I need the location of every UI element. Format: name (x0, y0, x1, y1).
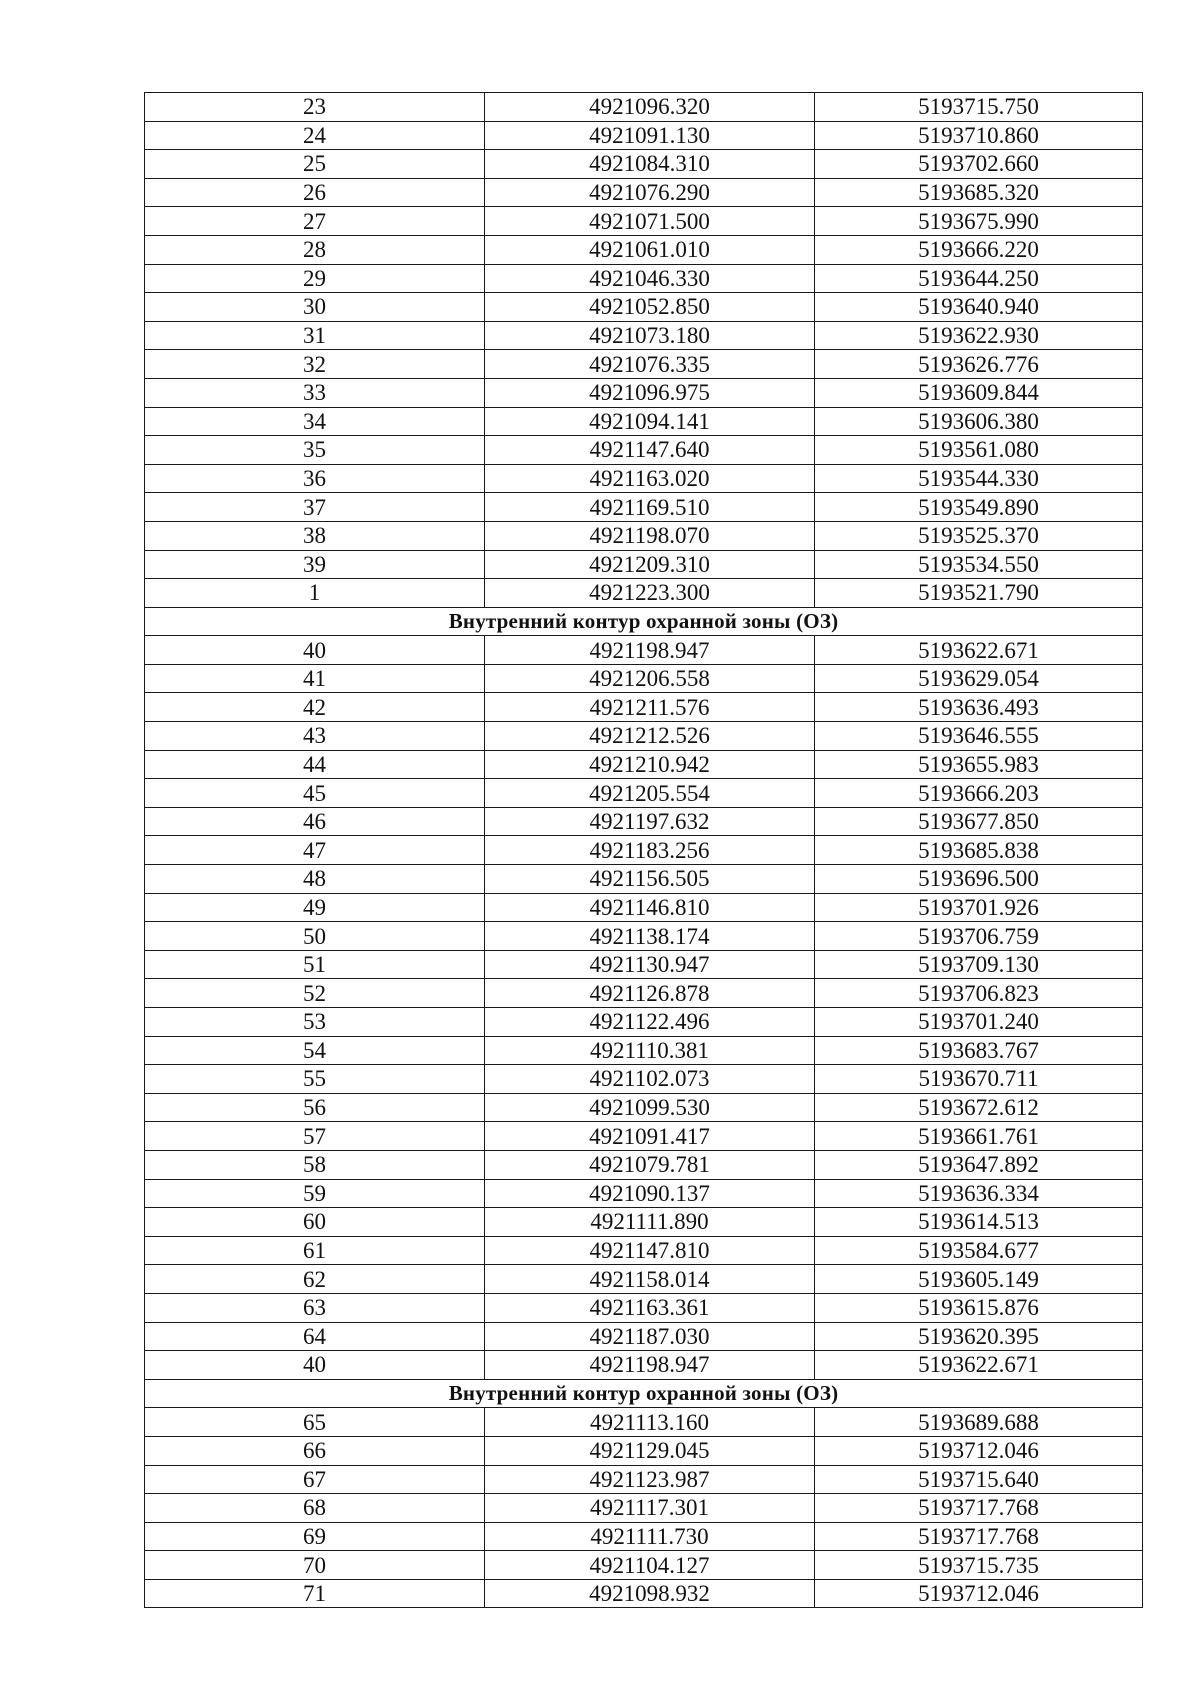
x-coordinate-cell: 4921073.180 (485, 321, 815, 350)
coordinates-table (144, 92, 1143, 1608)
table-row (145, 1408, 1143, 1437)
y-coordinate-cell: 5193715.750 (815, 93, 1143, 122)
point-number-cell: 59 (145, 1179, 485, 1208)
point-number-cell: 51 (145, 950, 485, 979)
table-row (145, 836, 1143, 865)
x-coordinate-cell: 4921147.640 (485, 436, 815, 465)
table-row (145, 922, 1143, 951)
table-row (145, 178, 1143, 207)
section-title: Внутренний контур охранной зоны (ОЗ) (145, 1379, 1143, 1408)
x-coordinate-cell: 4921111.890 (485, 1208, 815, 1237)
x-coordinate-cell: 4921091.130 (485, 121, 815, 150)
x-coordinate-cell: 4921156.505 (485, 865, 815, 894)
table-row (145, 407, 1143, 436)
y-coordinate-cell: 5193701.926 (815, 893, 1143, 922)
y-coordinate-cell: 5193661.761 (815, 1122, 1143, 1151)
table-row (145, 1122, 1143, 1151)
x-coordinate-cell: 4921130.947 (485, 950, 815, 979)
x-coordinate-cell: 4921123.987 (485, 1465, 815, 1494)
y-coordinate-cell: 5193561.080 (815, 436, 1143, 465)
point-number-cell: 38 (145, 521, 485, 550)
point-number-cell: 54 (145, 1036, 485, 1065)
table-row (145, 93, 1143, 122)
table-row (145, 436, 1143, 465)
x-coordinate-cell: 4921117.301 (485, 1494, 815, 1523)
x-coordinate-cell: 4921052.850 (485, 293, 815, 322)
point-number-cell: 50 (145, 922, 485, 951)
y-coordinate-cell: 5193606.380 (815, 407, 1143, 436)
table-row (145, 779, 1143, 808)
point-number-cell: 25 (145, 150, 485, 179)
table-row (145, 1351, 1143, 1380)
x-coordinate-cell: 4921071.500 (485, 207, 815, 236)
x-coordinate-cell: 4921183.256 (485, 836, 815, 865)
table-row (145, 807, 1143, 836)
point-number-cell: 55 (145, 1065, 485, 1094)
y-coordinate-cell: 5193706.823 (815, 979, 1143, 1008)
table-row (145, 1265, 1143, 1294)
x-coordinate-cell: 4921096.320 (485, 93, 815, 122)
y-coordinate-cell: 5193521.790 (815, 579, 1143, 608)
table-row (145, 579, 1143, 608)
table-row (145, 493, 1143, 522)
point-number-cell: 71 (145, 1579, 485, 1608)
table-row (145, 1150, 1143, 1179)
x-coordinate-cell: 4921096.975 (485, 378, 815, 407)
x-coordinate-cell: 4921084.310 (485, 150, 815, 179)
point-number-cell: 26 (145, 178, 485, 207)
y-coordinate-cell: 5193640.940 (815, 293, 1143, 322)
x-coordinate-cell: 4921169.510 (485, 493, 815, 522)
point-number-cell: 41 (145, 664, 485, 693)
x-coordinate-cell: 4921090.137 (485, 1179, 815, 1208)
y-coordinate-cell: 5193615.876 (815, 1293, 1143, 1322)
x-coordinate-cell: 4921046.330 (485, 264, 815, 293)
table-row (145, 1579, 1143, 1608)
point-number-cell: 52 (145, 979, 485, 1008)
point-number-cell: 30 (145, 293, 485, 322)
y-coordinate-cell: 5193685.320 (815, 178, 1143, 207)
y-coordinate-cell: 5193644.250 (815, 264, 1143, 293)
x-coordinate-cell: 4921197.632 (485, 807, 815, 836)
point-number-cell: 36 (145, 464, 485, 493)
point-number-cell: 69 (145, 1522, 485, 1551)
point-number-cell: 40 (145, 1351, 485, 1380)
table-row (145, 378, 1143, 407)
x-coordinate-cell: 4921205.554 (485, 779, 815, 808)
x-coordinate-cell: 4921211.576 (485, 693, 815, 722)
point-number-cell: 61 (145, 1236, 485, 1265)
table-row (145, 1179, 1143, 1208)
table-row (145, 1436, 1143, 1465)
x-coordinate-cell: 4921210.942 (485, 750, 815, 779)
x-coordinate-cell: 4921094.141 (485, 407, 815, 436)
x-coordinate-cell: 4921209.310 (485, 550, 815, 579)
y-coordinate-cell: 5193666.203 (815, 779, 1143, 808)
table-row (145, 350, 1143, 379)
point-number-cell: 63 (145, 1293, 485, 1322)
y-coordinate-cell: 5193629.054 (815, 664, 1143, 693)
table-row (145, 893, 1143, 922)
table-row (145, 321, 1143, 350)
table-row (145, 550, 1143, 579)
y-coordinate-cell: 5193584.677 (815, 1236, 1143, 1265)
table-row (145, 521, 1143, 550)
x-coordinate-cell: 4921223.300 (485, 579, 815, 608)
y-coordinate-cell: 5193622.671 (815, 1351, 1143, 1380)
point-number-cell: 48 (145, 865, 485, 894)
table-row (145, 264, 1143, 293)
point-number-cell: 37 (145, 493, 485, 522)
y-coordinate-cell: 5193685.838 (815, 836, 1143, 865)
y-coordinate-cell: 5193636.493 (815, 693, 1143, 722)
x-coordinate-cell: 4921091.417 (485, 1122, 815, 1151)
section-heading-row (145, 1379, 1143, 1408)
y-coordinate-cell: 5193710.860 (815, 121, 1143, 150)
x-coordinate-cell: 4921146.810 (485, 893, 815, 922)
point-number-cell: 32 (145, 350, 485, 379)
y-coordinate-cell: 5193609.844 (815, 378, 1143, 407)
y-coordinate-cell: 5193655.983 (815, 750, 1143, 779)
y-coordinate-cell: 5193715.640 (815, 1465, 1143, 1494)
y-coordinate-cell: 5193702.660 (815, 150, 1143, 179)
y-coordinate-cell: 5193701.240 (815, 1008, 1143, 1037)
x-coordinate-cell: 4921212.526 (485, 722, 815, 751)
y-coordinate-cell: 5193544.330 (815, 464, 1143, 493)
y-coordinate-cell: 5193626.776 (815, 350, 1143, 379)
y-coordinate-cell: 5193666.220 (815, 235, 1143, 264)
y-coordinate-cell: 5193670.711 (815, 1065, 1143, 1094)
x-coordinate-cell: 4921076.290 (485, 178, 815, 207)
point-number-cell: 35 (145, 436, 485, 465)
point-number-cell: 70 (145, 1551, 485, 1580)
x-coordinate-cell: 4921102.073 (485, 1065, 815, 1094)
x-coordinate-cell: 4921198.947 (485, 1351, 815, 1380)
point-number-cell: 44 (145, 750, 485, 779)
x-coordinate-cell: 4921104.127 (485, 1551, 815, 1580)
x-coordinate-cell: 4921122.496 (485, 1008, 815, 1037)
point-number-cell: 60 (145, 1208, 485, 1237)
x-coordinate-cell: 4921198.947 (485, 636, 815, 665)
x-coordinate-cell: 4921079.781 (485, 1150, 815, 1179)
table-row (145, 1065, 1143, 1094)
point-number-cell: 42 (145, 693, 485, 722)
point-number-cell: 45 (145, 779, 485, 808)
point-number-cell: 29 (145, 264, 485, 293)
table-row (145, 235, 1143, 264)
point-number-cell: 31 (145, 321, 485, 350)
point-number-cell: 1 (145, 579, 485, 608)
x-coordinate-cell: 4921158.014 (485, 1265, 815, 1294)
point-number-cell: 34 (145, 407, 485, 436)
y-coordinate-cell: 5193689.688 (815, 1408, 1143, 1437)
point-number-cell: 39 (145, 550, 485, 579)
point-number-cell: 28 (145, 235, 485, 264)
point-number-cell: 58 (145, 1150, 485, 1179)
table-row (145, 121, 1143, 150)
point-number-cell: 27 (145, 207, 485, 236)
y-coordinate-cell: 5193622.930 (815, 321, 1143, 350)
point-number-cell: 57 (145, 1122, 485, 1151)
point-number-cell: 40 (145, 636, 485, 665)
point-number-cell: 67 (145, 1465, 485, 1494)
table-row (145, 1008, 1143, 1037)
table-row (145, 1036, 1143, 1065)
table-row (145, 693, 1143, 722)
point-number-cell: 49 (145, 893, 485, 922)
x-coordinate-cell: 4921187.030 (485, 1322, 815, 1351)
point-number-cell: 62 (145, 1265, 485, 1294)
y-coordinate-cell: 5193696.500 (815, 865, 1143, 894)
coordinates-table-body (145, 93, 1143, 1608)
table-row (145, 1494, 1143, 1523)
table-row (145, 979, 1143, 1008)
x-coordinate-cell: 4921061.010 (485, 235, 815, 264)
table-row (145, 1465, 1143, 1494)
x-coordinate-cell: 4921126.878 (485, 979, 815, 1008)
y-coordinate-cell: 5193636.334 (815, 1179, 1143, 1208)
point-number-cell: 53 (145, 1008, 485, 1037)
y-coordinate-cell: 5193525.370 (815, 521, 1143, 550)
y-coordinate-cell: 5193646.555 (815, 722, 1143, 751)
table-row (145, 636, 1143, 665)
point-number-cell: 64 (145, 1322, 485, 1351)
table-row (145, 207, 1143, 236)
y-coordinate-cell: 5193677.850 (815, 807, 1143, 836)
table-row (145, 150, 1143, 179)
point-number-cell: 65 (145, 1408, 485, 1437)
table-row (145, 464, 1143, 493)
x-coordinate-cell: 4921098.932 (485, 1579, 815, 1608)
point-number-cell: 68 (145, 1494, 485, 1523)
table-row (145, 750, 1143, 779)
section-title: Внутренний контур охранной зоны (ОЗ) (145, 607, 1143, 636)
y-coordinate-cell: 5193717.768 (815, 1494, 1143, 1523)
y-coordinate-cell: 5193605.149 (815, 1265, 1143, 1294)
table-row (145, 1322, 1143, 1351)
y-coordinate-cell: 5193647.892 (815, 1150, 1143, 1179)
x-coordinate-cell: 4921111.730 (485, 1522, 815, 1551)
table-row (145, 1551, 1143, 1580)
x-coordinate-cell: 4921163.361 (485, 1293, 815, 1322)
y-coordinate-cell: 5193675.990 (815, 207, 1143, 236)
table-row (145, 1208, 1143, 1237)
table-row (145, 1093, 1143, 1122)
point-number-cell: 33 (145, 378, 485, 407)
y-coordinate-cell: 5193683.767 (815, 1036, 1143, 1065)
y-coordinate-cell: 5193622.671 (815, 636, 1143, 665)
x-coordinate-cell: 4921110.381 (485, 1036, 815, 1065)
point-number-cell: 56 (145, 1093, 485, 1122)
y-coordinate-cell: 5193549.890 (815, 493, 1143, 522)
y-coordinate-cell: 5193614.513 (815, 1208, 1143, 1237)
y-coordinate-cell: 5193712.046 (815, 1579, 1143, 1608)
x-coordinate-cell: 4921129.045 (485, 1436, 815, 1465)
point-number-cell: 66 (145, 1436, 485, 1465)
point-number-cell: 46 (145, 807, 485, 836)
y-coordinate-cell: 5193620.395 (815, 1322, 1143, 1351)
y-coordinate-cell: 5193715.735 (815, 1551, 1143, 1580)
table-row (145, 865, 1143, 894)
table-row (145, 1522, 1143, 1551)
y-coordinate-cell: 5193534.550 (815, 550, 1143, 579)
y-coordinate-cell: 5193706.759 (815, 922, 1143, 951)
y-coordinate-cell: 5193717.768 (815, 1522, 1143, 1551)
x-coordinate-cell: 4921138.174 (485, 922, 815, 951)
x-coordinate-cell: 4921099.530 (485, 1093, 815, 1122)
table-row (145, 293, 1143, 322)
table-row (145, 950, 1143, 979)
y-coordinate-cell: 5193712.046 (815, 1436, 1143, 1465)
x-coordinate-cell: 4921206.558 (485, 664, 815, 693)
point-number-cell: 23 (145, 93, 485, 122)
table-row (145, 664, 1143, 693)
x-coordinate-cell: 4921198.070 (485, 521, 815, 550)
x-coordinate-cell: 4921076.335 (485, 350, 815, 379)
point-number-cell: 43 (145, 722, 485, 751)
table-row (145, 1293, 1143, 1322)
x-coordinate-cell: 4921113.160 (485, 1408, 815, 1437)
y-coordinate-cell: 5193709.130 (815, 950, 1143, 979)
point-number-cell: 47 (145, 836, 485, 865)
table-row (145, 722, 1143, 751)
y-coordinate-cell: 5193672.612 (815, 1093, 1143, 1122)
section-heading-row (145, 607, 1143, 636)
x-coordinate-cell: 4921163.020 (485, 464, 815, 493)
point-number-cell: 24 (145, 121, 485, 150)
table-row (145, 1236, 1143, 1265)
x-coordinate-cell: 4921147.810 (485, 1236, 815, 1265)
